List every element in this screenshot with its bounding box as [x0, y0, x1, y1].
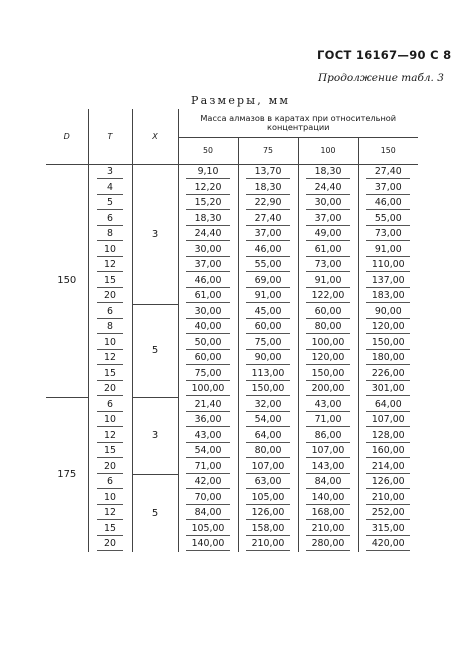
table-row	[46, 258, 418, 274]
table-row	[46, 227, 418, 243]
mass-value-cell: 180,00	[358, 351, 418, 367]
mass-value-cell: 69,00	[238, 273, 298, 289]
mass-value-cell: 42,00	[178, 475, 238, 491]
mass-value-cell: 107,00	[238, 459, 298, 475]
table-row	[46, 459, 418, 475]
mass-value-cell: 140,00	[178, 537, 238, 553]
thickness-cell: 10	[88, 242, 132, 258]
table-row	[46, 164, 418, 180]
mass-value-cell: 18,30	[178, 211, 238, 227]
mass-value-cell: 21,40	[178, 397, 238, 413]
mass-value-cell: 18,30	[298, 164, 358, 180]
mass-value-cell: 27,40	[238, 211, 298, 227]
table-row	[46, 537, 418, 553]
mass-value-cell: 75,00	[178, 366, 238, 382]
mass-value-cell: 54,00	[178, 444, 238, 460]
thickness-cell: 15	[88, 366, 132, 382]
thickness-cell: 4	[88, 180, 132, 196]
table-row	[46, 273, 418, 289]
mass-value-cell: 45,00	[238, 304, 298, 320]
mass-value-cell: 36,00	[178, 413, 238, 429]
mass-value-cell: 63,00	[238, 475, 298, 491]
x-cell: 5	[132, 475, 178, 553]
table-row	[46, 506, 418, 522]
mass-value-cell: 73,00	[358, 227, 418, 243]
mass-value-cell: 107,00	[358, 413, 418, 429]
mass-value-cell: 126,00	[358, 475, 418, 491]
x-cell: 5	[132, 304, 178, 397]
mass-value-cell: 60,00	[298, 304, 358, 320]
mass-value-cell: 301,00	[358, 382, 418, 398]
mass-value-cell: 107,00	[298, 444, 358, 460]
mass-value-cell: 226,00	[358, 366, 418, 382]
mass-value-cell: 46,00	[358, 196, 418, 212]
mass-value-cell: 150,00	[298, 366, 358, 382]
col-header-mass-group: Масса алмазов в каратах при относительной концентрации	[178, 109, 418, 137]
mass-value-cell: 49,00	[298, 227, 358, 243]
mass-value-cell: 200,00	[298, 382, 358, 398]
mass-value-cell: 210,00	[298, 521, 358, 537]
mass-value-cell: 60,00	[238, 320, 298, 336]
mass-value-cell: 70,00	[178, 490, 238, 506]
table-row	[46, 521, 418, 537]
thickness-cell: 12	[88, 428, 132, 444]
diameter-cell: 150	[46, 164, 88, 397]
document-code: ГОСТ 16167—90 С 8	[317, 48, 452, 62]
mass-value-cell: 143,00	[298, 459, 358, 475]
mass-value-cell: 22,90	[238, 196, 298, 212]
table-row	[46, 320, 418, 336]
mass-value-cell: 12,20	[178, 180, 238, 196]
mass-value-cell: 100,00	[178, 382, 238, 398]
thickness-cell: 20	[88, 382, 132, 398]
mass-value-cell: 30,00	[298, 196, 358, 212]
thickness-cell: 5	[88, 196, 132, 212]
mass-value-cell: 105,00	[178, 521, 238, 537]
table-row	[46, 382, 418, 398]
mass-value-cell: 210,00	[238, 537, 298, 553]
thickness-cell: 10	[88, 413, 132, 429]
mass-value-cell: 43,00	[298, 397, 358, 413]
mass-value-cell: 24,40	[298, 180, 358, 196]
mass-value-cell: 315,00	[358, 521, 418, 537]
mass-value-cell: 91,00	[298, 273, 358, 289]
mass-value-cell: 86,00	[298, 428, 358, 444]
table-row	[46, 289, 418, 305]
mass-value-cell: 9,10	[178, 164, 238, 180]
mass-value-cell: 90,00	[238, 351, 298, 367]
mass-value-cell: 46,00	[178, 273, 238, 289]
concentration-header: 50	[178, 137, 238, 164]
mass-value-cell: 40,00	[178, 320, 238, 336]
mass-value-cell: 120,00	[298, 351, 358, 367]
diamond-mass-table	[46, 109, 418, 552]
mass-value-cell: 61,00	[298, 242, 358, 258]
mass-value-cell: 122,00	[298, 289, 358, 305]
mass-value-cell: 110,00	[358, 258, 418, 274]
mass-value-cell: 43,00	[178, 428, 238, 444]
diameter-cell: 175	[46, 397, 88, 552]
table-row	[46, 444, 418, 460]
mass-value-cell: 84,00	[178, 506, 238, 522]
table-row	[46, 180, 418, 196]
thickness-cell: 8	[88, 227, 132, 243]
mass-value-cell: 30,00	[178, 242, 238, 258]
mass-value-cell: 120,00	[358, 320, 418, 336]
mass-value-cell: 252,00	[358, 506, 418, 522]
table-row	[46, 196, 418, 212]
thickness-cell: 12	[88, 258, 132, 274]
mass-value-cell: 140,00	[298, 490, 358, 506]
mass-value-cell: 71,00	[178, 459, 238, 475]
mass-value-cell: 113,00	[238, 366, 298, 382]
table-row	[46, 351, 418, 367]
table-row	[46, 211, 418, 227]
mass-value-cell: 55,00	[358, 211, 418, 227]
mass-value-cell: 84,00	[298, 475, 358, 491]
mass-value-cell: 210,00	[358, 490, 418, 506]
mass-value-cell: 50,00	[178, 335, 238, 351]
table-continuation-label: Продолжение табл. 3	[318, 72, 444, 84]
concentration-header: 150	[358, 137, 418, 164]
mass-value-cell: 64,00	[238, 428, 298, 444]
thickness-cell: 20	[88, 289, 132, 305]
thickness-cell: 6	[88, 304, 132, 320]
table-row	[46, 428, 418, 444]
table-row	[46, 490, 418, 506]
mass-value-cell: 54,00	[238, 413, 298, 429]
col-header-t: T	[88, 109, 132, 164]
mass-value-cell: 37,00	[298, 211, 358, 227]
mass-value-cell: 128,00	[358, 428, 418, 444]
thickness-cell: 20	[88, 537, 132, 553]
mass-value-cell: 37,00	[238, 227, 298, 243]
mass-value-cell: 24,40	[178, 227, 238, 243]
thickness-cell: 15	[88, 444, 132, 460]
mass-value-cell: 30,00	[178, 304, 238, 320]
x-cell: 3	[132, 164, 178, 304]
mass-value-cell: 27,40	[358, 164, 418, 180]
mass-value-cell: 64,00	[358, 397, 418, 413]
mass-value-cell: 137,00	[358, 273, 418, 289]
thickness-cell: 6	[88, 211, 132, 227]
units-title: Размеры, мм	[191, 94, 291, 107]
table-row	[46, 366, 418, 382]
mass-value-cell: 55,00	[238, 258, 298, 274]
mass-value-cell: 158,00	[238, 521, 298, 537]
thickness-cell: 12	[88, 351, 132, 367]
thickness-cell: 12	[88, 506, 132, 522]
thickness-cell: 3	[88, 164, 132, 180]
table-row	[46, 397, 418, 413]
thickness-cell: 8	[88, 320, 132, 336]
mass-value-cell: 90,00	[358, 304, 418, 320]
thickness-cell: 10	[88, 490, 132, 506]
mass-value-cell: 100,00	[298, 335, 358, 351]
mass-value-cell: 37,00	[358, 180, 418, 196]
thickness-cell: 15	[88, 273, 132, 289]
thickness-cell: 15	[88, 521, 132, 537]
mass-value-cell: 37,00	[178, 258, 238, 274]
mass-value-cell: 150,00	[238, 382, 298, 398]
mass-value-cell: 160,00	[358, 444, 418, 460]
mass-value-cell: 61,00	[178, 289, 238, 305]
table-row	[46, 242, 418, 258]
mass-value-cell: 91,00	[238, 289, 298, 305]
mass-value-cell: 91,00	[358, 242, 418, 258]
mass-value-cell: 71,00	[298, 413, 358, 429]
mass-value-cell: 46,00	[238, 242, 298, 258]
mass-value-cell: 183,00	[358, 289, 418, 305]
concentration-header: 75	[238, 137, 298, 164]
col-header-d: D	[46, 109, 88, 164]
mass-value-cell: 168,00	[298, 506, 358, 522]
mass-value-cell: 150,00	[358, 335, 418, 351]
table-row	[46, 413, 418, 429]
mass-value-cell: 18,30	[238, 180, 298, 196]
col-header-x: X	[132, 109, 178, 164]
mass-value-cell: 280,00	[298, 537, 358, 553]
thickness-cell: 20	[88, 459, 132, 475]
thickness-cell: 6	[88, 475, 132, 491]
mass-value-cell: 80,00	[238, 444, 298, 460]
mass-value-cell: 60,00	[178, 351, 238, 367]
mass-value-cell: 214,00	[358, 459, 418, 475]
x-cell: 3	[132, 397, 178, 475]
thickness-cell: 6	[88, 397, 132, 413]
mass-value-cell: 15,20	[178, 196, 238, 212]
table-row	[46, 335, 418, 351]
table-row	[46, 475, 418, 491]
mass-value-cell: 75,00	[238, 335, 298, 351]
mass-value-cell: 13,70	[238, 164, 298, 180]
mass-value-cell: 105,00	[238, 490, 298, 506]
mass-value-cell: 73,00	[298, 258, 358, 274]
mass-value-cell: 126,00	[238, 506, 298, 522]
concentration-header: 100	[298, 137, 358, 164]
mass-value-cell: 32,00	[238, 397, 298, 413]
mass-value-cell: 80,00	[298, 320, 358, 336]
table-row	[46, 304, 418, 320]
mass-value-cell: 420,00	[358, 537, 418, 553]
thickness-cell: 10	[88, 335, 132, 351]
